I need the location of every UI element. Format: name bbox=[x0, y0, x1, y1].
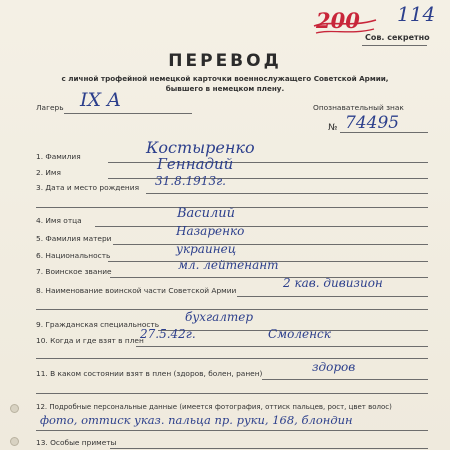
punch-hole-top bbox=[10, 404, 19, 413]
classification-label: Сов. секретно bbox=[365, 33, 430, 42]
blank-line-4 bbox=[36, 393, 428, 394]
id-tag-label: Опознавательный знак bbox=[313, 103, 404, 112]
field-label-profession: 9. Гражданская специальность bbox=[36, 320, 160, 329]
field-line-mother bbox=[113, 244, 428, 245]
field-line-father bbox=[95, 226, 428, 227]
field-label-surname: 1. Фамилия bbox=[36, 152, 81, 161]
camp-underline bbox=[64, 113, 192, 114]
document-subtitle-2: бывшего в немецком плену. bbox=[165, 84, 285, 93]
id-tag-prefix: № bbox=[328, 123, 338, 133]
field-line-personal-data bbox=[36, 430, 428, 431]
punch-hole-bottom bbox=[10, 437, 19, 446]
classification-underline bbox=[362, 45, 427, 46]
field-value-birth: 31.8.1913г. bbox=[155, 174, 226, 188]
field-label-captured: 10. Когда и где взят в плен bbox=[36, 336, 144, 345]
camp-value: IX A bbox=[80, 89, 121, 111]
field-value-profession: бухгалтер bbox=[185, 310, 254, 324]
field-line-surname bbox=[108, 162, 428, 163]
field-line-marks bbox=[110, 448, 428, 449]
field-value-firstname: Геннадий bbox=[157, 155, 234, 173]
field-value-captured-place: Смоленск bbox=[268, 327, 331, 341]
field-label-firstname: 2. Имя bbox=[36, 168, 61, 177]
field-value-father: Василий bbox=[177, 206, 235, 221]
field-value-unit: 2 кав. дивизион bbox=[283, 276, 383, 290]
field-value-surname: Костыренко bbox=[146, 138, 255, 157]
field-line-unit bbox=[237, 296, 428, 297]
camp-label: Лагерь bbox=[36, 103, 64, 112]
field-value-rank: мл. лейтенант bbox=[178, 258, 279, 272]
document-title: ПЕРЕВОД bbox=[168, 51, 282, 71]
field-label-unit: 8. Наименование воинской части Советской Армии bbox=[36, 286, 237, 295]
id-tag-value: 74495 bbox=[345, 113, 400, 133]
field-label-marks: 13. Особые приметы bbox=[36, 438, 117, 447]
field-label-birth: 3. Дата и место рождения bbox=[36, 183, 140, 192]
field-label-rank: 7. Воинское звание bbox=[36, 267, 112, 276]
field-value-nationality: украинец bbox=[176, 242, 237, 256]
field-label-father: 4. Имя отца bbox=[36, 216, 82, 225]
field-label-condition: 11. В каком состоянии взят в плен (здоров, болен, ранен) bbox=[36, 369, 263, 378]
field-label-nationality: 6. Национальность bbox=[36, 251, 111, 260]
blank-line-3 bbox=[36, 358, 428, 359]
field-line-condition bbox=[262, 379, 428, 380]
field-value-captured-date: 27.5.42г. bbox=[140, 327, 196, 341]
field-line-captured bbox=[136, 346, 428, 347]
id-tag-underline bbox=[340, 132, 428, 133]
field-value-personal-data: фото, оттиск указ. пальца пр. руки, 168, блондин bbox=[40, 413, 353, 427]
document-subtitle-1: с личной трофейной немецкой карточки военнослужащего Советской Армии, bbox=[61, 74, 389, 83]
field-line-birth bbox=[146, 193, 428, 194]
field-label-personal-data: 12. Подробные персональные данные (имеется фотография, оттиск пальцев, рост, цвет волос) bbox=[36, 403, 392, 411]
field-value-mother: Назаренко bbox=[176, 224, 245, 238]
field-value-condition: здоров bbox=[312, 360, 356, 374]
archive-number-corrected: 114 bbox=[397, 2, 436, 26]
field-label-mother: 5. Фамилия матери bbox=[36, 234, 112, 243]
archive-number: 200 bbox=[316, 8, 360, 33]
